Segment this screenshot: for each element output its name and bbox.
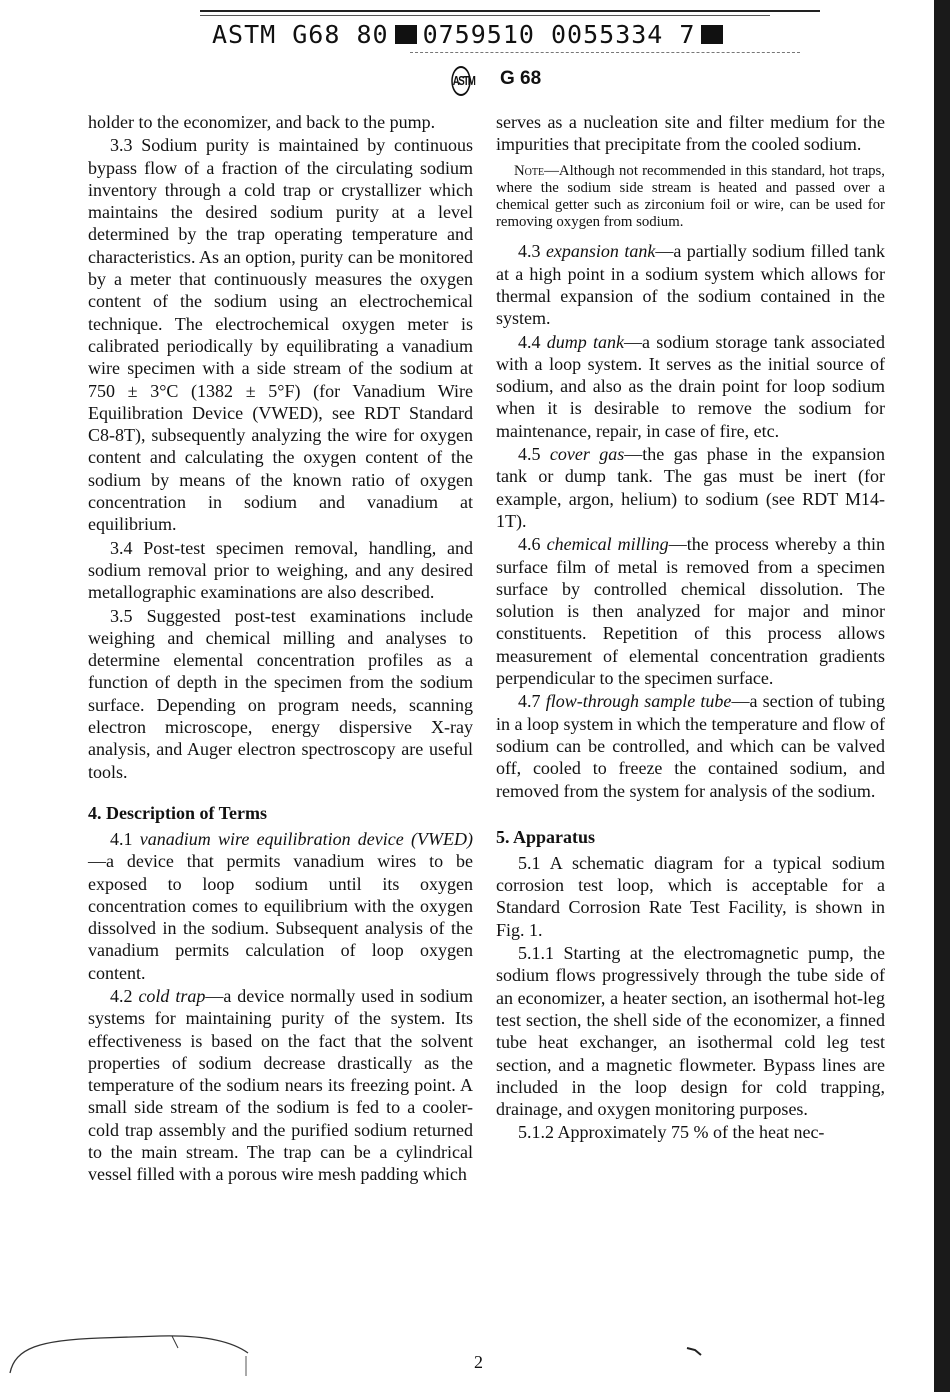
black-block-mark [395,25,417,44]
paragraph-text: Approximately 75 % of the heat nec- [557,1122,825,1143]
section-number: 4.7 [518,691,541,712]
section-number: 5.1.2 [518,1122,554,1143]
scan-artifact-scribble-icon [0,1318,260,1378]
paragraph-text: Starting at the electromagnetic pump, the sodium flows progressively through the tube side of an economizer, a heater section, an isothermal hot-leg test section, the shell side of the economizer, a finned tube heat exchanger, an isothermal cold leg test section, and a magnetic flowmeter. Bypass lines are included in the loop design for cold trapping, drainage, and oxygen monitoring purposes. [496,943,886,1120]
section-5-1 [496,852,885,941]
definition: —the gas phase in the expansion tank or dump tank. The gas must be inert (for example, argon, helium) to sodium (see RDT M14-1T). [496,444,885,531]
paragraph: holder to the economizer, and back to the pump. [88,112,436,132]
section-number: 4.6 [518,534,541,555]
term: cold trap [138,985,206,1006]
section-4-1 [88,828,473,984]
term: expansion tank [545,241,656,262]
section-3-4 [88,537,473,604]
astm-logo-icon: ASTM [451,66,471,96]
standard-designation: G 68 [500,68,542,89]
definition: —a section of tubing in a loop system in which the temperature and flow of sodium can be controlled, and which can be valved off, cooled to freeze the contained sodium, and removed from the system for analysis of the sodium. [496,691,886,801]
scan-artifact-mark-icon [685,1345,705,1357]
section-4-3 [496,240,885,329]
term: dump tank [546,331,625,352]
section-4-2 [88,985,473,1186]
section-heading: 5. Apparatus [496,826,596,847]
paragraph-text: Post-test specimen removal, handling, and sodium removal prior to weighing, and any desired metallographic examinations are also described. [88,537,474,603]
page-number: 2 [474,1352,483,1372]
paragraph: serves as a nucleation site and filter medium for the impurities that precipitate from the cooled sodium. [496,112,885,155]
header-rule-secondary [200,15,770,16]
document-code [212,20,729,49]
section-number: 3.3 [110,135,133,156]
section-5-1-2 [496,1121,885,1143]
section-4-4 [496,331,885,442]
code-right: 0759510 0055334 7 [422,20,696,49]
section-heading: 4. Description of Terms [88,802,267,823]
section-number: 4.4 [518,331,541,352]
note-label: Note [514,162,545,179]
definition: —a sodium storage tank associated with a loop system. It serves as the initial source of sodium, and also as the drain point for loop sodium when it is desirable to remove the sodium for maintenance, repair, in case of fire, etc. [496,331,885,441]
section-4-7 [496,690,885,801]
section-4-5 [496,443,885,532]
black-block-mark [701,25,723,44]
dashed-rule [410,52,800,53]
definition: —the process whereby a thin surface film of metal is removed from a specimen surface by controlled chemical dissolution. The solution is then analyzed for major and minor constituents. Repetition of this process allows measurement of elemental concentration gradients perpendicular to the specimen surface. [496,534,886,689]
term: chemical milling [546,534,669,555]
term: flow-through sample tube [545,691,732,712]
term: cover gas [549,444,625,465]
section-number: 4.3 [518,241,541,262]
note [496,163,885,232]
header-rule [200,10,820,12]
paragraph-text: Sodium purity is maintained by continuous bypass flow of a fraction of the circulating sodium inventory through a cold trap or crystallizer which maintains the desired sodium purity at a level determined by the trap operating temperature and characteristics. As an option, purity can be monitored by a meter that continuously measures the oxygen content of the sodium using an electrochemical technique. The electrochemical oxygen meter is calibrated periodically by equilibrating a vanadium wire specimen with a side stream of the sodium at 750 ± 3°C (1382 ± 5°F) (for Vanadium Wire Equilibration Device (VWED), see RDT Standard C8-8T), subsequently analyzing the wire for oxygen content and calculating the oxygen content of the sodium by means of the known ratio of oxygen concentration in sodium and vanadium at equilibrium. [88,135,474,535]
right-column [496,111,885,1145]
section-5-1-1 [496,942,885,1120]
section-4-6 [496,533,885,689]
paragraph-text: Suggested post-test examinations include weighing and chemical milling and analyses to determine elemental concentration profiles as a function of depth in the specimen from the sodium surface. Depending on program needs, scanning electron microscope, energy dispersive X-ray analysis, and Auger electron spectroscopy are useful tools. [88,605,473,782]
section-number: 5.1 [518,852,541,873]
note-text: —Although not recommended in this standard, hot traps, where the sodium side stream is heated and passed over a chemical getter such as zirconium foil or wire, can be used for removing oxygen from sodium. [496,162,885,231]
definition: —a device that permits vanadium wires to be exposed to loop sodium until its oxygen concentration comes to equilibrium with the oxygen dissolved in the sodium. Subsequent analysis of the vanadium permits calculation of loop oxygen content. [88,851,473,983]
left-column [88,111,473,1187]
term: vanadium wire equilibration device (VWED) [139,828,473,849]
scan-edge-bar [934,0,950,1392]
paragraph-text: A schematic diagram for a typical sodium corrosion test loop, which is acceptable for a Standard Corrosion Rate Test Facility, is shown in Fig. 1. [496,852,885,940]
section-number: 3.5 [110,605,133,626]
section-3-3 [88,134,473,535]
section-number: 3.4 [110,537,133,558]
section-number: 4.2 [110,985,133,1006]
section-number: 4.5 [518,444,541,465]
code-left: ASTM G68 80 [212,20,389,49]
definition: —a device normally used in sodium systems for maintaining purity of the system. Its effectiveness is based on the fact that the solvent properties of sodium decrease drastically as the temperature of the sodium nears its freezing point. A small side stream of the sodium is fed to a cooler-cold trap assembly and the purified sodium returned to the main stream. The trap can be a cylindrical vessel filled with a porous wire mesh padding which [88,985,473,1185]
section-3-5 [88,605,473,783]
section-number: 4.1 [110,828,133,849]
section-number: 5.1.1 [518,943,554,964]
definition: —a partially sodium filled tank at a high point in a sodium system which allows for thermal expansion of the sodium contained in the system. [496,241,886,329]
